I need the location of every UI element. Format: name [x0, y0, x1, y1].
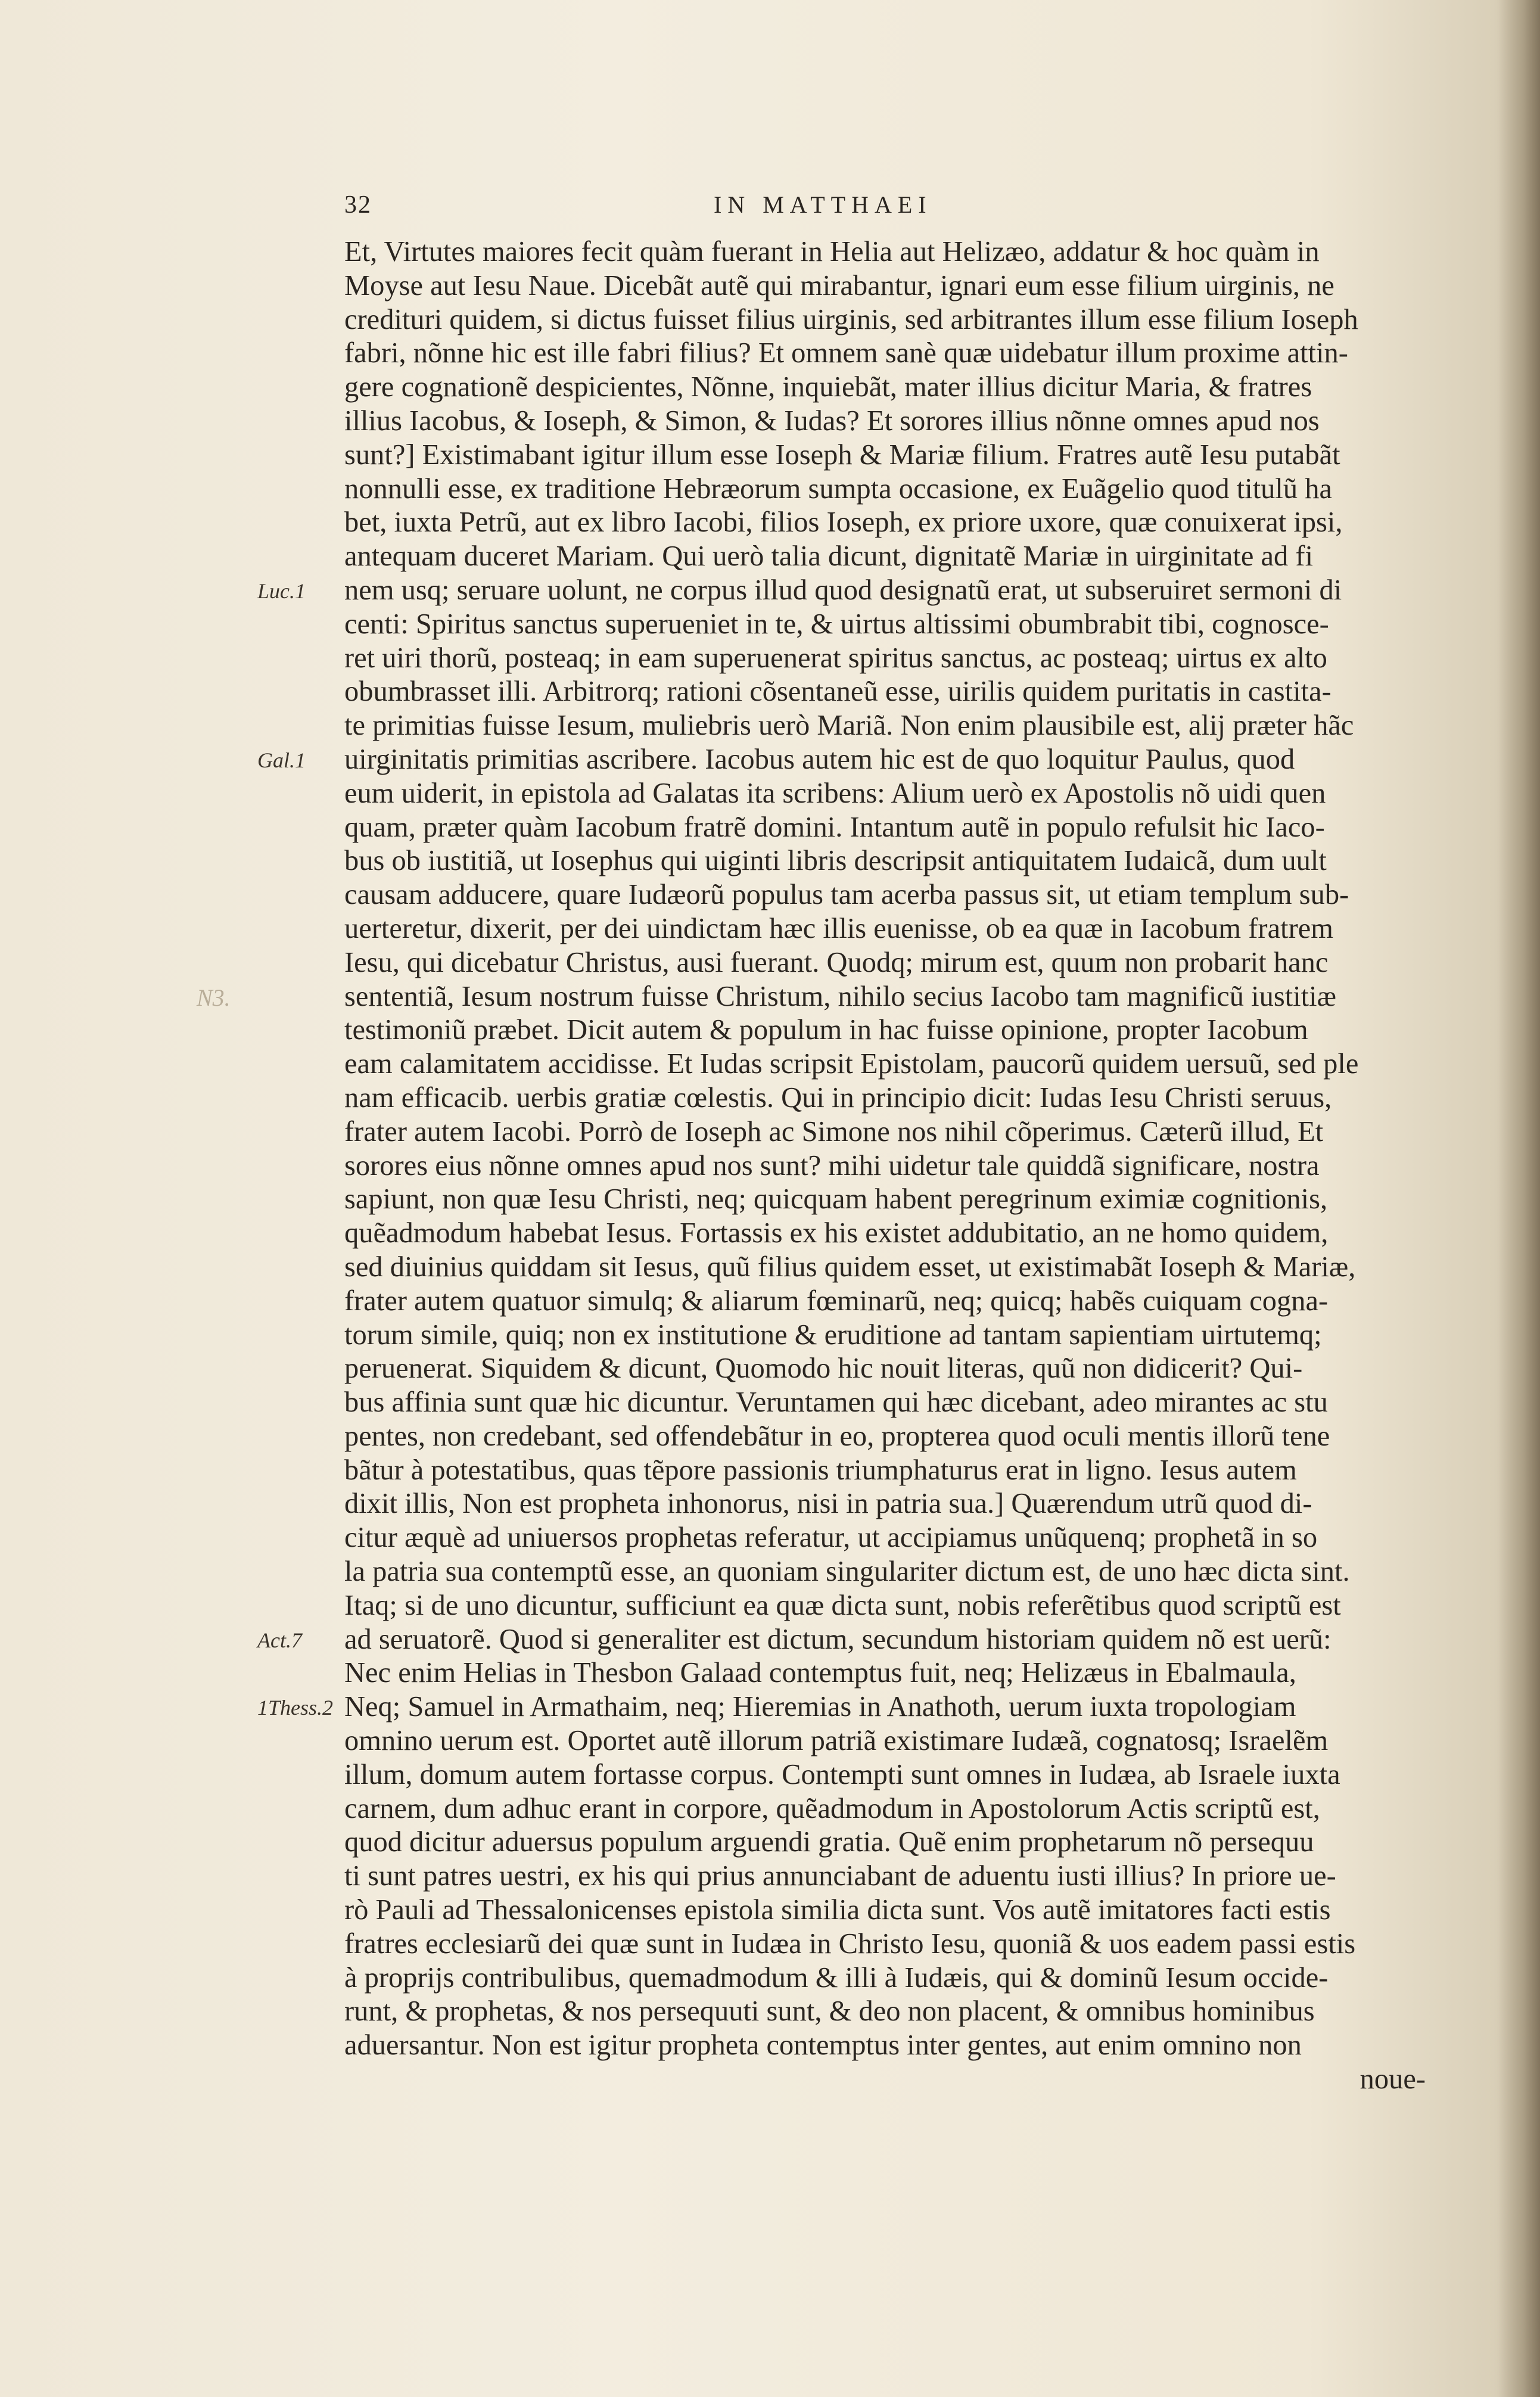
text-line: peruenerat. Siquidem & dicunt, Quomodo hic nouit literas, quũ non didicerit? Qui-: [344, 1353, 1303, 1385]
text-line: te primitias fuisse Iesum, muliebris uerò Mariã. Non enim plausibile est, alij præter hãc: [344, 710, 1354, 742]
text-line: gere cognationẽ despicientes, Nõnne, inquiebãt, mater illius dicitur Maria, & fratres: [344, 371, 1312, 403]
text-line: bus ob iustitiã, ut Iosephus qui uiginti libris descripsit antiquitatem Iudaicã, dum uult: [344, 845, 1327, 877]
text-line: testimoniũ præbet. Dicit autem & populum in hac fuisse opinione, propter Iacobum: [344, 1014, 1308, 1046]
text-line: carnem, dum adhuc erant in corpore, quẽadmodum in Apostolorum Actis scriptũ est,: [344, 1792, 1320, 1824]
text-line: omnino uerum est. Oportet autẽ illorum patriã existimare Iudæã, cognatosq; Israelẽm: [344, 1725, 1329, 1757]
margin-note: Gal.1: [257, 748, 306, 772]
text-line: bet, iuxta Petrũ, aut ex libro Iacobi, filios Ioseph, ex priore uxore, quæ conuixerat ipsi,: [344, 506, 1343, 539]
margin-note: 1Thess.2: [257, 1696, 334, 1720]
text-line: Moyse aut Iesu Naue. Dicebãt autẽ qui mirabantur, ignari eum esse filium uirginis, ne: [344, 269, 1334, 301]
margin-note: Act.7: [257, 1628, 302, 1652]
text-line: sapiunt, non quæ Iesu Christi, neq; quicquam habent peregrinum eximiæ cognitionis,: [344, 1183, 1328, 1215]
text-line: sententiã, Iesum nostrum fuisse Christum, nihilo secius Iacobo tam magnificũ iustitiæ: [344, 980, 1336, 1012]
gutter-shadow: [1498, 0, 1540, 2397]
text-line: illum, domum autem fortasse corpus. Contempti sunt omnes in Iudæa, ab Israele iuxta: [344, 1758, 1340, 1790]
text-line: ret uiri thorũ, posteaq; in eam superuenerat spiritus sanctus, ac posteaq; uirtus ex alto: [344, 642, 1327, 674]
text-line: Itaq; si de uno dicuntur, sufficiunt ea quæ dicta sunt, nobis referẽtibus quod scriptũ est: [344, 1589, 1341, 1621]
text-line: quam, præter quàm Iacobum fratrẽ domini. Intantum autẽ in populo refulsit hic Iaco-: [344, 811, 1325, 843]
text-line: sorores eius nõnne omnes apud nos sunt? mihi uidetur tale quiddã significare, nostra: [344, 1149, 1320, 1182]
margin-note: Luc.1: [257, 579, 306, 603]
body-text: [344, 235, 1426, 2097]
text-line: runt, & prophetas, & nos persequuti sunt, & deo non placent, & omnibus hominibus: [344, 1995, 1315, 2028]
text-line: dixit illis, Non est propheta inhonorus, nisi in patria sua.] Quærendum utrũ quod di-: [344, 1488, 1312, 1520]
text-line: frater autem Iacobi. Porrò de Ioseph ac Simone nos nihil cõperimus. Cæterũ illud, Et: [344, 1115, 1324, 1148]
text-line: uirginitatis primitias ascribere. Iacobus autem hic est de quo loquitur Paulus, quod: [344, 743, 1295, 775]
text-line: illius Iacobus, & Ioseph, & Simon, & Iudas? Et sorores illius nõnne omnes apud nos: [344, 405, 1320, 437]
text-line: bus affinia sunt quæ hic dicuntur. Veruntamen qui hæc dicebant, adeo mirantes ac stu: [344, 1386, 1328, 1419]
text-line: obumbrasset illi. Arbitrorq; rationi cõsentaneũ esse, uirilis quidem puritatis in castita-: [344, 676, 1331, 708]
text-line: ad seruatorẽ. Quod si generaliter est dictum, secundum historiam quidem nõ est uerũ:: [344, 1623, 1331, 1655]
pencil-annotation: N3.: [197, 984, 231, 1011]
text-line: eum uiderit, in epistola ad Galatas ita scribens: Alium uerò ex Apostolis nõ uidi quen: [344, 777, 1326, 809]
text-line: nam efficacib. uerbis gratiæ cœlestis. Qui in principio dicit: Iudas Iesu Christi seruus,: [344, 1081, 1332, 1114]
text-line: centi: Spiritus sanctus superueniet in te, & uirtus altissimi obumbrabit tibi, cognosce-: [344, 608, 1329, 640]
text-line: credituri quidem, si dictus fuisset filius uirginis, sed arbitrantes illum esse filium Ioseph: [344, 303, 1358, 335]
text-line: sunt?] Existimabant igitur illum esse Ioseph & Mariæ filium. Fratres autẽ Iesu putabãt: [344, 439, 1340, 471]
text-line: la patria sua contemptũ esse, an quoniam singulariter dictum est, de uno hæc dicta sint.: [344, 1556, 1350, 1588]
text-line: Neq; Samuel in Armathaim, neq; Hieremias in Anathoth, uerum iuxta tropologiam: [344, 1691, 1296, 1723]
text-line: fratres ecclesiarũ dei quæ sunt in Iudæa in Christo Iesu, quoniã & uos eadem passi estis: [344, 1927, 1356, 1960]
text-line: uerteretur, dixerit, per dei uindictam hæc illis euenisse, ob ea quæ in Iacobum fratrem: [344, 912, 1333, 944]
text-line: rò Pauli ad Thessalonicenses epistola similia dicta sunt. Vos autẽ imitatores facti estis: [344, 1894, 1331, 1926]
text-line: Nec enim Helias in Thesbon Galaad contemptus fuit, neq; Helizæus in Ebalmaula,: [344, 1657, 1296, 1689]
text-line: à proprijs contribulibus, quemadmodum & illi à Iudæis, qui & dominũ Iesum occide-: [344, 1961, 1329, 1994]
text-line: frater autem quatuor simulq; & aliarum fœminarũ, neq; quicq; habẽs cuiquam cogna-: [344, 1285, 1329, 1317]
running-head: [344, 191, 1405, 226]
text-line: bãtur à potestatibus, quas tẽpore passionis triumphaturus erat in ligno. Iesus autem: [344, 1454, 1297, 1486]
text-line: causam adducere, quare Iudæorũ populus tam acerba passus sit, ut etiam templum sub-: [344, 879, 1349, 911]
text-line: sed diuinius quiddam sit Iesus, quũ filius quidem esset, ut existimabãt Ioseph & Mariæ,: [344, 1251, 1356, 1283]
text-line: citur æquè ad uniuersos prophetas referatur, ut accipiamus unũquenq; prophetã in so: [344, 1522, 1318, 1554]
text-line: nonnulli esse, ex traditione Hebræorum sumpta occasione, ex Euãgelio quod titulũ ha: [344, 472, 1333, 505]
text-line: fabri, nõnne hic est ille fabri filius? Et omnem sanè quæ uidebatur illum proxime attin-: [344, 337, 1348, 369]
page-number: 32: [344, 191, 372, 219]
text-line: Et, Virtutes maiores fecit quàm fuerant in Helia aut Helizæo, addatur & hoc quàm in: [344, 236, 1320, 268]
text-line: nem usq; seruare uolunt, ne corpus illud quod designatũ erat, ut subseruiret sermoni di: [344, 574, 1342, 606]
text-line: torum simile, quiq; non ex institutione & eruditione ad tantam sapientiam uirtutemq;: [344, 1319, 1322, 1351]
text-line: pentes, non credebant, sed offendebãtur in eo, propterea quod oculi mentis illorũ tene: [344, 1420, 1330, 1452]
text-line: quẽadmodum habebat Iesus. Fortassis ex his existet addubitatio, an ne homo quidem,: [344, 1217, 1329, 1249]
text-line: quod dicitur aduersus populum arguendi gratia. Quẽ enim prophetarum nõ persequu: [344, 1826, 1314, 1858]
text-line: Iesu, qui dicebatur Christus, ausi fuerant. Quodq; mirum est, quum non probarit hanc: [344, 946, 1329, 978]
text-line: ti sunt patres uestri, ex his qui prius annunciabant de aduentu iusti illius? In priore ue-: [344, 1860, 1336, 1892]
running-title: IN MATTHAEI: [714, 191, 932, 218]
catchword: noue-: [1359, 2063, 1426, 2096]
text-line: aduersantur. Non est igitur propheta contemptus inter gentes, aut enim omnino non: [344, 2029, 1302, 2062]
text-line: eam calamitatem accidisse. Et Iudas scripsit Epistolam, paucorũ quidem uersuũ, sed ple: [344, 1048, 1359, 1080]
text-line: antequam duceret Mariam. Qui uerò talia dicunt, dignitatẽ Mariæ in uirginitate ad fi: [344, 540, 1314, 573]
